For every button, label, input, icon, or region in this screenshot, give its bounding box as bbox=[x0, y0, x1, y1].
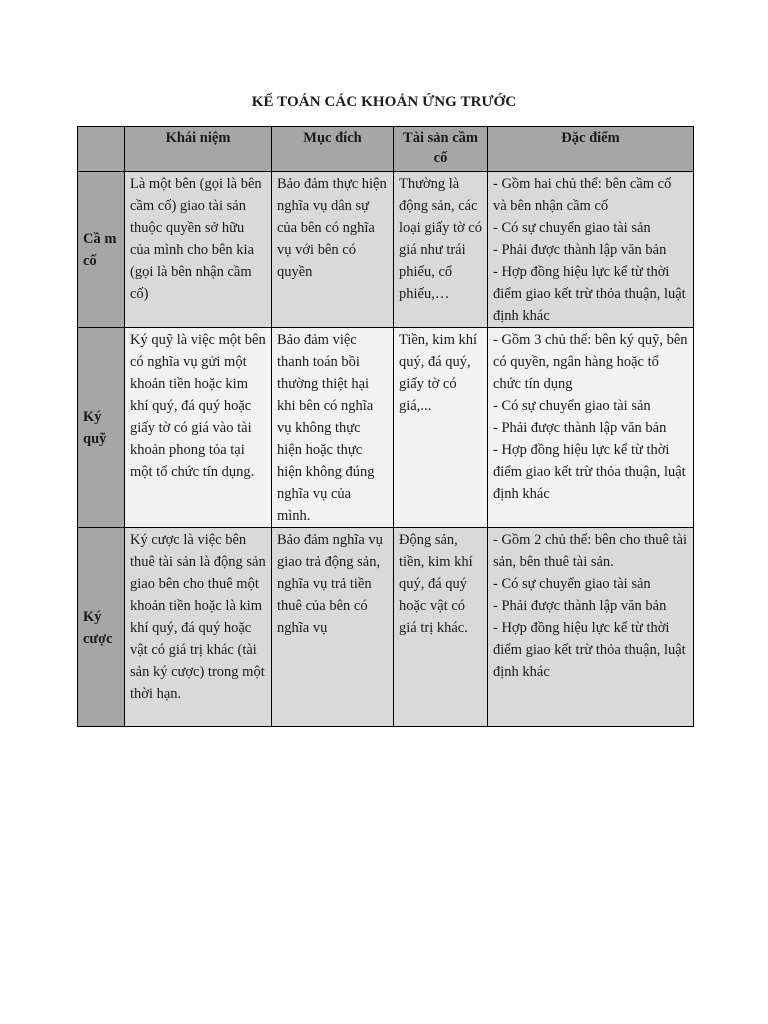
header-tai-san: Tài sản cầm cố bbox=[394, 127, 488, 172]
cell-khai-niem: Ký cược là việc bên thuê tài sản là động sản giao bên cho thuê một khoản tiền hoặc là kim khí quý, đá quý hoặc vật có giá trị khác (tài sản ký cược) trong một thời hạn. bbox=[125, 528, 272, 727]
dac-diem-line: - Phải được thành lập văn bản bbox=[493, 598, 667, 614]
advance-accounts-table bbox=[77, 126, 694, 727]
row-label-cam-co: Cầ m cố bbox=[78, 172, 125, 328]
document-title: KẾ TOÁN CÁC KHOẢN ỨNG TRƯỚC bbox=[251, 94, 517, 110]
cell-muc-dich: Bảo đảm nghĩa vụ giao trả động sản, nghĩa vụ trả tiền thuê của bên có nghĩa vụ bbox=[272, 528, 394, 727]
dac-diem-line: - Hợp đồng hiệu lực kể từ thời điểm giao kết trừ thỏa thuận, luật định khác bbox=[493, 442, 686, 502]
header-empty bbox=[78, 127, 125, 172]
cell-khai-niem: Là một bên (gọi là bên cầm cố) giao tài sản thuộc quyền sở hữu của mình cho bên kia (gọi là bên nhận cầm cố) bbox=[125, 172, 272, 328]
cell-dac-diem bbox=[488, 328, 694, 528]
dac-diem-line: - Gồm hai chủ thể: bên cầm cố và bên nhận cầm cố bbox=[493, 176, 672, 214]
dac-diem-line: - Phải được thành lập văn bản bbox=[493, 242, 667, 258]
cell-tai-san: Thường là động sản, các loại giấy tờ có giá như trái phiếu, cổ phiếu,… bbox=[394, 172, 488, 328]
cell-dac-diem bbox=[488, 172, 694, 328]
dac-diem-line: - Hợp đồng hiệu lực kể từ thời điểm giao kết trừ thỏa thuận, luật định khác bbox=[493, 264, 686, 324]
dac-diem-line: - Hợp đồng hiệu lực kể từ thời điểm giao kết trừ thỏa thuận, luật định khác bbox=[493, 620, 686, 680]
cell-tai-san: Tiền, kim khí quý, đá quý, giấy tờ có giá,... bbox=[394, 328, 488, 528]
cell-khai-niem: Ký quỹ là việc một bên có nghĩa vụ gửi một khoản tiền hoặc kim khí quý, đá quý hoặc giấy tờ có giá vào tài khoản phong tỏa tại một tổ chức tín dụng. bbox=[125, 328, 272, 528]
dac-diem-line: - Phải được thành lập văn bản bbox=[493, 420, 667, 436]
dac-diem-line: - Có sự chuyển giao tài sản bbox=[493, 398, 651, 414]
cell-tai-san: Động sản, tiền, kim khí quý, đá quý hoặc vật có giá trị khác. bbox=[394, 528, 488, 727]
header-dac-diem: Đặc điểm bbox=[488, 127, 694, 172]
cell-muc-dich: Bảo đảm việc thanh toán bồi thường thiệt hại khi bên có nghĩa vụ không thực hiện hoặc thực hiện không đúng nghĩa vụ của mình. bbox=[272, 328, 394, 528]
cell-muc-dich: Bảo đảm thực hiện nghĩa vụ dân sự của bên có nghĩa vụ với bên có quyền bbox=[272, 172, 394, 328]
dac-diem-line: - Có sự chuyển giao tài sản bbox=[493, 220, 651, 236]
dac-diem-line: - Gồm 3 chủ thể: bên ký quỹ, bên có quyền, ngân hàng hoặc tổ chức tín dụng bbox=[493, 332, 688, 392]
cell-dac-diem bbox=[488, 528, 694, 727]
table-row bbox=[78, 528, 694, 727]
dac-diem-line: - Có sự chuyển giao tài sản bbox=[493, 576, 651, 592]
header-khai-niem: Khái niệm bbox=[125, 127, 272, 172]
table-row bbox=[78, 328, 694, 528]
dac-diem-line: - Gồm 2 chủ thể: bên cho thuê tài sản, bên thuê tài sản. bbox=[493, 532, 688, 570]
header-muc-dich: Mục đích bbox=[272, 127, 394, 172]
table-header-row bbox=[78, 127, 694, 172]
row-label-ky-quy: Ký quỹ bbox=[78, 328, 125, 528]
row-label-ky-cuoc: Ký cược bbox=[78, 528, 125, 727]
table-row bbox=[78, 172, 694, 328]
